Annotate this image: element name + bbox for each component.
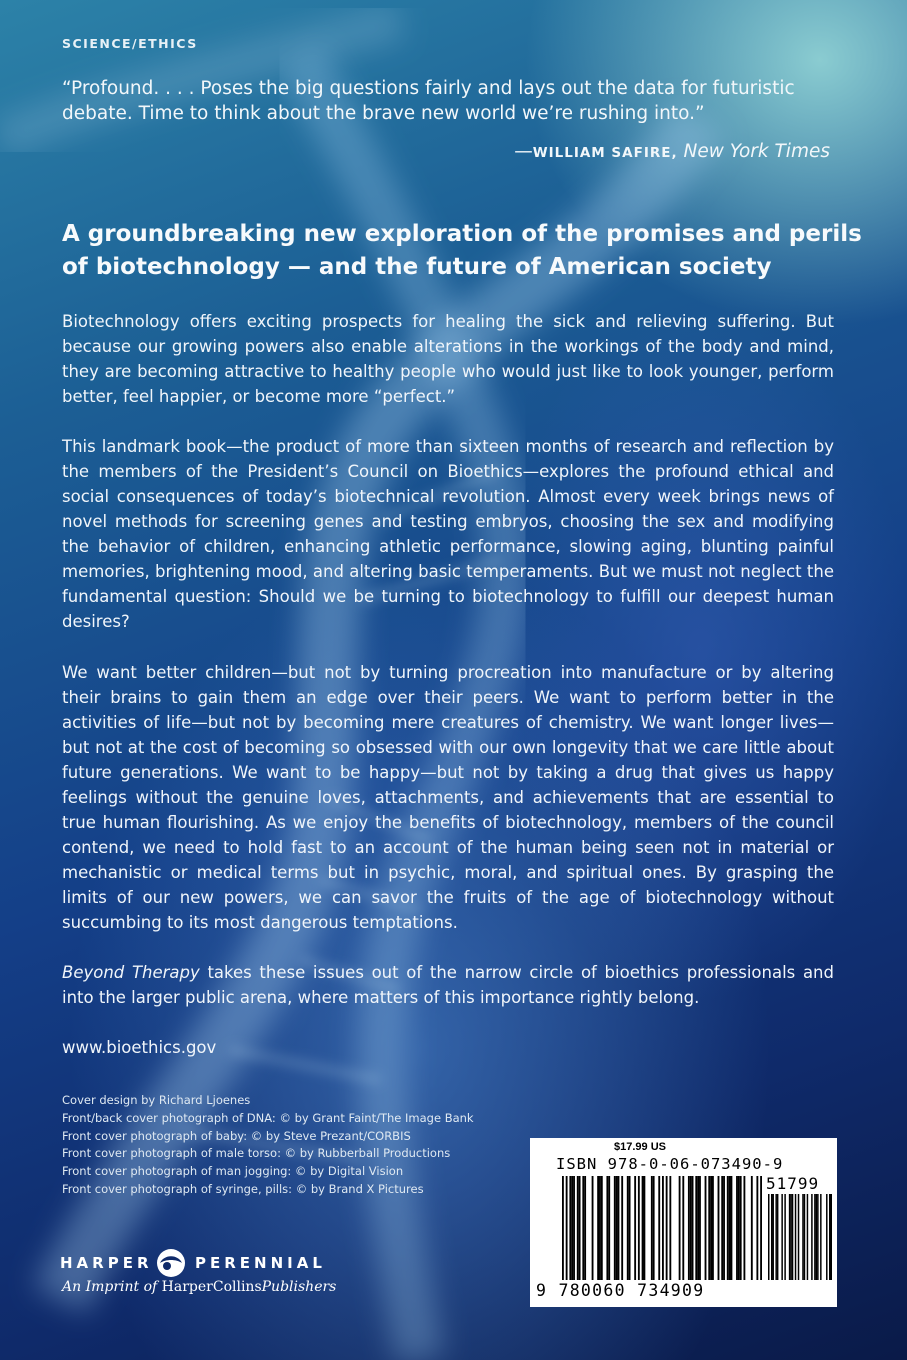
publisher-name-right: PERENNIAL (195, 1254, 326, 1272)
ean-bar (618, 1176, 620, 1280)
category-label: SCIENCE/ETHICS (62, 36, 198, 51)
price-bar (831, 1194, 832, 1280)
publisher-name-left: HARPER (60, 1254, 153, 1272)
ean-bar (727, 1176, 729, 1280)
price-bar (775, 1194, 776, 1280)
paragraph-3: We want better children—but not by turning procreation into manufacture or by altering their brains to gain them an edge over their peers. We want to perform better in the activities of life—but not by becoming mere creatures of chemistry. We want longer lives—but not at the cost of becoming so obsessed with our own longevity that we care little about future generations. We want to be happy—but not by taking a drug that gives us happy feelings without the genuine loves, attachments, and achievements that are essential to true human flourishing. As we enjoy the benefits of biotechnology, members of the council contend, we need to hold fast to an account of the human being seen not in material or mechanistic or medical terms but in psychic, moral, and spiritual ones. By grasping the limits of our new powers, we can savor the fruits of the age of biotechnology without succumbing to its most dangerous temptations. (62, 663, 834, 932)
imprint-line (62, 1279, 336, 1295)
ean-bar (708, 1176, 710, 1280)
ean-bar (562, 1176, 564, 1280)
ean-bar (616, 1176, 618, 1280)
ean-bar (669, 1176, 671, 1280)
price-bar (781, 1194, 782, 1280)
ean-bar (651, 1176, 653, 1280)
price-label: $17.99 US (614, 1141, 666, 1153)
imprint-prefix: An Imprint of (62, 1279, 162, 1295)
price-bar (816, 1194, 817, 1280)
isbn-label: ISBN 978-0-06-073490-9 (556, 1155, 784, 1173)
paragraph-4-text: takes these issues out of the narrow circle of bioethics professionals and into the larger public arena, where matters of this importance rightly belong. (62, 963, 834, 1007)
ean-bar (592, 1176, 594, 1280)
attribution-name: WILLIAM SAFIRE, (532, 145, 678, 161)
credit-line: Front cover photograph of male torso: © by Rubberball Productions (62, 1146, 451, 1161)
credit-line: Cover design by Richard Ljoenes (62, 1093, 251, 1107)
attribution-dash: — (514, 141, 533, 162)
ean-bar (629, 1176, 631, 1280)
ean-bar (643, 1176, 645, 1280)
credit-line: Front/back cover photograph of DNA: © by Grant Faint/The Image Bank (62, 1110, 474, 1125)
ean-bar (718, 1176, 720, 1280)
price-bar (807, 1194, 808, 1280)
price-bar (777, 1194, 778, 1280)
ean-bar (729, 1176, 731, 1280)
ean-bar (658, 1176, 660, 1280)
price-bar (820, 1194, 821, 1280)
price-bar (804, 1194, 805, 1280)
ean-bar (723, 1176, 725, 1280)
ean-bar (608, 1176, 610, 1280)
perennial-logo-icon (156, 1248, 186, 1278)
price-bar (789, 1194, 790, 1280)
ean-bar (566, 1176, 568, 1280)
ean-bar (653, 1176, 655, 1280)
ean-bar (760, 1176, 762, 1280)
ean-bar (682, 1176, 684, 1280)
credit-line: Front cover photograph of man jogging: © by Digital Vision (62, 1164, 404, 1179)
ean-bar (736, 1176, 738, 1280)
ean-bar (584, 1176, 586, 1280)
attribution-source: New York Times (683, 141, 830, 162)
ean-bar (577, 1176, 579, 1280)
price-bar (817, 1194, 818, 1280)
book-title: Beyond Therapy (62, 963, 200, 982)
ean-bar (695, 1176, 697, 1280)
price-bar (798, 1194, 799, 1280)
ean-bar (573, 1176, 575, 1280)
ean-bar (606, 1176, 608, 1280)
ean-bar (699, 1176, 701, 1280)
ean-bar (721, 1176, 723, 1280)
ean-bar (712, 1176, 714, 1280)
price-bar (802, 1194, 803, 1280)
ean-bar (666, 1176, 668, 1280)
ean-bar (756, 1176, 758, 1280)
paragraph-1: Biotechnology offers exciting prospects for healing the sick and relieving suffering. But because our growing powers also enable alterations in the workings of the body and mind, they are becoming attractive to healthy people who would just like to look younger, perform better, feel happier, or become more “perfect.” (62, 312, 834, 406)
headline: A groundbreaking new exploration of the promises and perils of biotechnology — and the future of American society (62, 221, 862, 280)
price-bar (768, 1194, 769, 1280)
ean-bar (582, 1176, 584, 1280)
quote-attribution (430, 141, 830, 162)
ean-bar (743, 1176, 745, 1280)
ean-digits: 9 780060 734909 (536, 1281, 705, 1300)
website-link[interactable]: www.bioethics.gov (62, 1038, 217, 1057)
ean-bar (705, 1176, 707, 1280)
credit-line: Front cover photograph of syringe, pills: © by Brand X Pictures (62, 1181, 424, 1196)
ean-bar (662, 1176, 664, 1280)
ean-bar (751, 1176, 753, 1280)
ean-bar (614, 1176, 616, 1280)
ean-bar (579, 1176, 581, 1280)
price-bar (814, 1194, 815, 1280)
ean-bar (740, 1176, 742, 1280)
price-code-label: 51799 (766, 1174, 820, 1193)
barcode-panel (530, 1138, 837, 1307)
ean-bar (627, 1176, 629, 1280)
price-bar (771, 1194, 772, 1280)
cover-credits (62, 1092, 532, 1199)
ean-bar (679, 1176, 681, 1280)
paragraph-4 (62, 960, 834, 1010)
ean-bar (690, 1176, 692, 1280)
imprint-suffix: Publishers (261, 1279, 337, 1295)
credit-line: Front cover photograph of baby: © by Steve Prezant/CORBIS (62, 1128, 411, 1143)
price-bar (826, 1194, 827, 1280)
imprint-publisher: HarperCollins (161, 1279, 262, 1295)
ean-bar (599, 1176, 601, 1280)
ean-bar (697, 1176, 699, 1280)
ean-bar (621, 1176, 623, 1280)
price-bar (772, 1194, 773, 1280)
ean-bar (710, 1176, 712, 1280)
ean-bar (638, 1176, 640, 1280)
ean-bar (597, 1176, 599, 1280)
ean-bar (731, 1176, 733, 1280)
price-bar (792, 1194, 793, 1280)
ean-bar (569, 1176, 571, 1280)
ean-bar (642, 1176, 644, 1280)
ean-bar (634, 1176, 636, 1280)
price-bar (795, 1194, 796, 1280)
ean-bar (571, 1176, 573, 1280)
price-bar (790, 1194, 791, 1280)
ean-bar (738, 1176, 740, 1280)
paragraph-2: This landmark book—the product of more than sixteen months of research and reflection by the members of the President’s Council on Bioethics—explores the profound ethical and social consequences of today’s biotechnical revolution. Almost every week brings news of novel methods for screening genes and testing embryos, choosing the sex and modifying the behavior of children, enhancing athletic performance, slowing aging, blunting painful memories, brightening mood, and altering basic temperaments. But we must not neglect the fundamental question: Should we be turning to biotechnology to fulfill our deepest human desires? (62, 437, 834, 631)
price-bar (811, 1194, 812, 1280)
review-quote: “Profound. . . . Poses the big questions fairly and lays out the data for futuristic debate. Time to think about the brave new world we’re rushing into.” (62, 78, 795, 124)
ean-bar (601, 1176, 603, 1280)
price-bar (784, 1194, 785, 1280)
ean-bar (692, 1176, 694, 1280)
price-bar (829, 1194, 830, 1280)
ean-bar (688, 1176, 690, 1280)
